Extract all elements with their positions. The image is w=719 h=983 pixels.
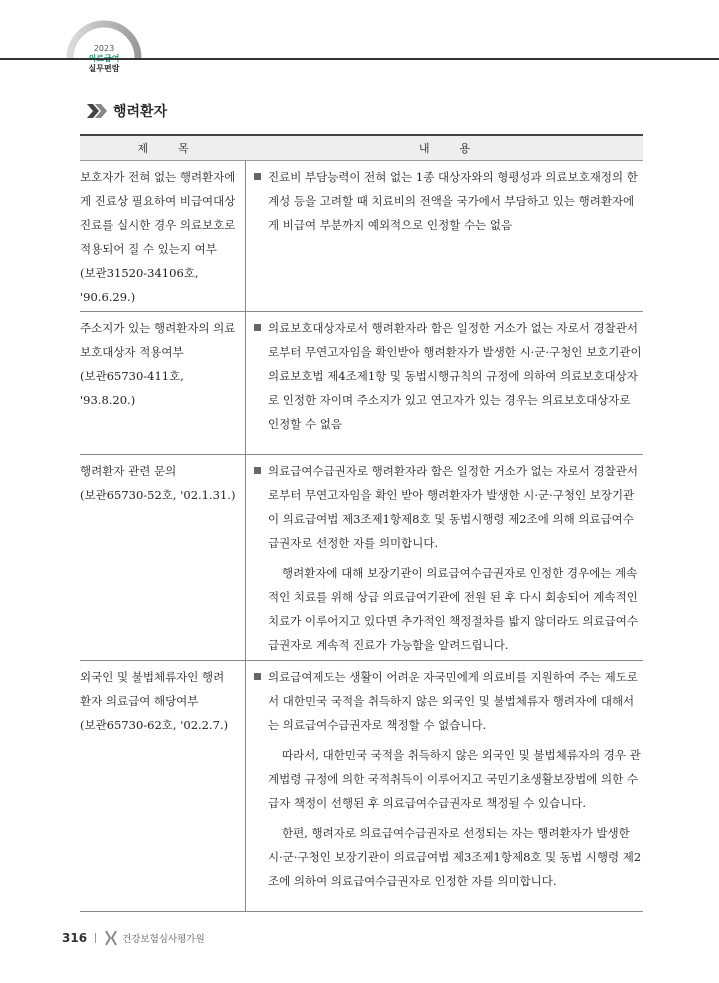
bullet-text: 의료보호대상자로서 행려환자라 함은 일정한 거소가 없는 자로서 경찰관서로부터 무연고자임을 확인받아 행려환자가 발생한 시·군·구청인 보호기관이 의료보호법 제4조제1항 및 동법시행규칙의 규정에 의하여 의료보호대상자로 인정한 자이며 주소지가 있고 연고자가 있는 경우는 의료보호대상자로 인정할 수 없음 (268, 321, 642, 431)
bullet-text: 진료비 부담능력이 전혀 없는 1종 대상자와의 형평성과 의료보호재정의 한계성 등을 고려할 때 치료비의 전액을 국가에서 부담하고 있는 행려환자에게 비급여 부분까지 예외적으로 인정할 수는 없음 (268, 170, 638, 232)
content-paragraph: 따라서, 대한민국 국적을 취득하지 않은 외국인 및 불법체류자의 경우 관계법령 규정에 의한 국적취득이 이루어지고 국민기초생활보장법에 의한 수급자 책정이 선행된 후 의료급여수급권자로 책정될 수 있습니다. (268, 748, 641, 810)
content-paragraph: 한편, 행려자로 의료급여수급권자로 선정되는 자는 행려환자가 발생한 시·군·구청인 보장기관이 의료급여법 제3조제1항제8호 및 동법 시행령 제2조에 의하여 의료급여수급권자로 인정한 자를 의미합니다. (268, 826, 642, 888)
title-line: (보관31520-34106호, '90.6.29.) (80, 266, 199, 304)
table-row (80, 161, 643, 312)
header-title-col: 제목 (137, 142, 219, 155)
hira-logo-icon (104, 930, 118, 946)
title-line: (보관65730-411호, '93.8.20.) (80, 369, 184, 407)
header-rule (0, 58, 719, 60)
title-line: (보관65730-52호, '02.1.31.) (80, 488, 236, 502)
page-footer (62, 930, 205, 946)
title-line: (보관65730-62호, '02.2.7.) (80, 718, 229, 732)
content-bullet (254, 665, 643, 737)
square-bullet-icon (254, 173, 261, 180)
row-title (80, 661, 246, 911)
content-bullet (254, 459, 643, 555)
page-number: 316 (62, 931, 88, 945)
badge-year: 2023 (93, 44, 115, 53)
row-content (246, 312, 643, 454)
title-line: 보호대상자 적용여부 (80, 345, 184, 359)
org-name: 건강보험심사평가원 (122, 934, 205, 945)
bullet-text: 의료급여수급권자로 행려환자라 함은 일정한 거소가 없는 자로서 경찰관서로부터 무연고자임을 확인 받아 행려환자가 발생한 시·군·구청인 보장기관이 의료급여법 제3조제1항제8호 및 동법시행령 제2조에 의해 의료급여수급권자로 선정한 자를 의미합니다. (268, 464, 638, 550)
handbook-badge (62, 14, 136, 72)
row-content (246, 661, 643, 911)
title-line: 보호자가 전혀 없는 행려환자에 (80, 170, 236, 184)
square-bullet-icon (254, 324, 261, 331)
footer-divider (95, 933, 96, 943)
row-title (80, 312, 246, 454)
row-content (246, 455, 643, 660)
content-bullet (254, 165, 643, 237)
title-line: 환자 의료급여 해당여부 (80, 694, 199, 708)
double-chevron-icon (87, 104, 107, 118)
title-line: 주소지가 있는 행려환자의 의료 (80, 321, 236, 335)
table-header (80, 136, 643, 161)
title-line: 적용되어 질 수 있는지 여부 (80, 242, 217, 256)
row-title (80, 161, 246, 311)
table-row (80, 455, 643, 661)
square-bullet-icon (254, 467, 261, 474)
title-line: 행려환자 관련 문의 (80, 464, 177, 478)
row-title (80, 455, 246, 660)
row-content (246, 161, 643, 311)
section-title-text: 행려환자 (113, 104, 168, 120)
title-line: 게 진료상 필요하여 비급여대상 (80, 194, 236, 208)
title-line: 진료를 실시한 경우 의료보호로 (80, 218, 236, 232)
bullet-text: 의료급여제도는 생활이 어려운 자국민에게 의료비를 지원하여 주는 제도로서 대한민국 국적을 취득하지 않은 외국인 및 불법체류자 행려자에 대해서는 의료급여수급권자로 책정할 수 없습니다. (268, 670, 638, 732)
square-bullet-icon (254, 673, 261, 680)
title-line: 외국인 및 불법체류자인 행려 (80, 670, 225, 684)
header-content-col: 내용 (418, 142, 501, 155)
qa-table (80, 134, 643, 912)
badge-title-line2: 실무편람 (88, 64, 120, 73)
content-paragraph: 행려환자에 대해 보장기관이 의료급여수급권자로 인정한 경우에는 계속적인 치료를 위해 상급 의료급여기관에 전원 된 후 다시 회송되어 계속적인 치료가 이루어지고 있다면 추가적인 책정절차를 밟지 않더라도 의료급여수급권자로 계속적 진료가 가능함을 알려드립니다. (268, 566, 638, 652)
table-row (80, 661, 643, 912)
table-row (80, 312, 643, 455)
section-title (87, 101, 167, 121)
content-bullet (254, 316, 643, 436)
